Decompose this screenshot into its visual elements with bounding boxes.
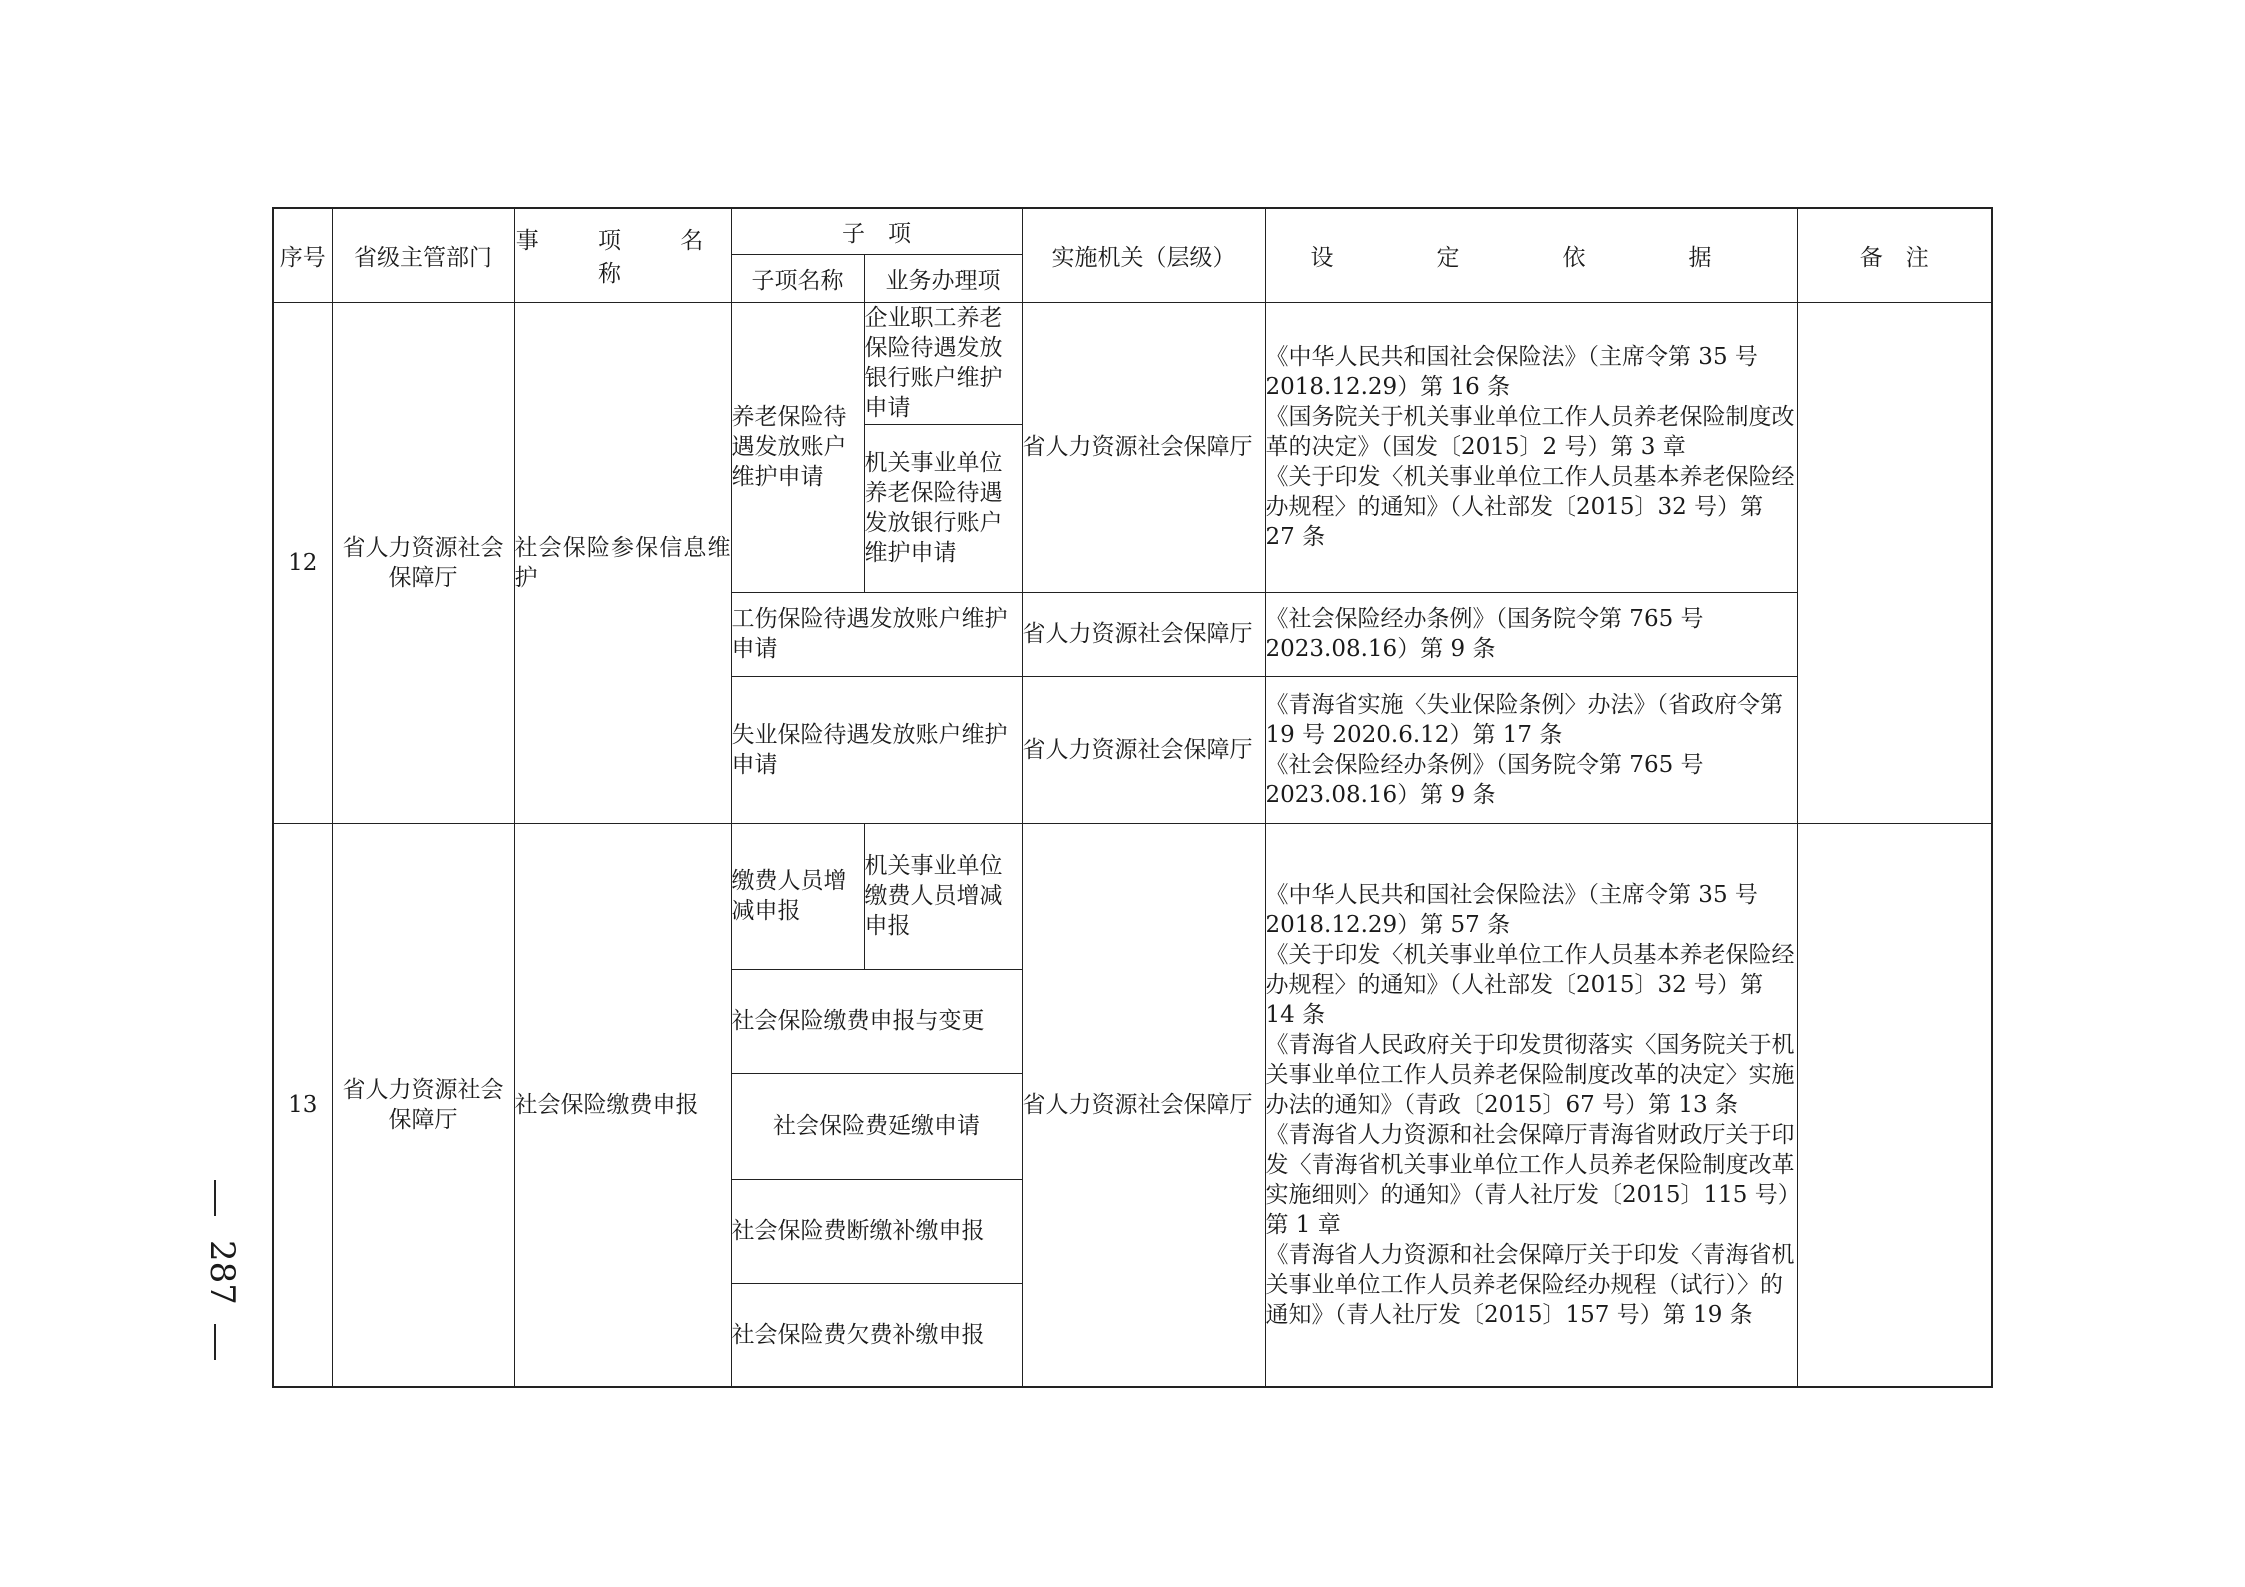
header-business-item: 业务办理项: [864, 254, 1022, 302]
basis-line: 《青海省人民政府关于印发贯彻落实〈国务院关于机关事业单位工作人员养老保险制度改革的决定〉实施办法的通知》（青政〔2015〕67 号）第 13 条: [1265, 1031, 1795, 1118]
header-row-1: [273, 208, 1992, 254]
basis-line: 《关于印发〈机关事业单位工作人员基本养老保险经办规程〉的通知》（人社部发〔2015〕32 号）第 27 条: [1265, 464, 1795, 550]
basis-line: 《青海省人力资源和社会保障厅青海省财政厅关于印发〈青海省机关事业单位工作人员养老保险制度改革实施细则〉的通知》（青人社厅发〔2015〕115 号）第 1 章: [1265, 1121, 1795, 1238]
row-12-sub1-biz2: 机关事业单位养老保险待遇发放银行账户维护申请: [864, 424, 1022, 592]
row-13-sub4-name: 社会保险费断缴补缴申报: [731, 1179, 1022, 1283]
row-13-sub3-name: 社会保险费延缴申请: [731, 1073, 1022, 1179]
row-12-sub1-agency: 省人力资源社会保障厅: [1022, 302, 1265, 592]
header-seq: 序号: [273, 208, 332, 302]
row-12-sub3-basis: [1265, 676, 1797, 823]
header-basis: 设 定 依 据: [1265, 208, 1797, 302]
basis-line: 《关于印发〈机关事业单位工作人员基本养老保险经办规程〉的通知》（人社部发〔2015〕32 号）第 14 条: [1265, 941, 1795, 1028]
header-item-name: 事 项 名 称: [514, 208, 731, 302]
page-number-text: 287: [202, 1240, 242, 1305]
row-13-seq: 13: [273, 823, 332, 1387]
basis-line: 《社会保险经办条例》（国务院令第 765 号 2023.08.16）第 9 条: [1265, 751, 1704, 808]
basis-line: 《中华人民共和国社会保险法》（主席令第 35 号 2018.12.29）第 16 条: [1265, 344, 1758, 400]
row-13-basis: [1265, 823, 1797, 1387]
basis-line: 《青海省实施〈失业保险条例〉办法》（省政府令第 19 号 2020.6.12）第 17 条: [1265, 691, 1783, 748]
matters-table: [272, 207, 1993, 1388]
page-number-dash-bottom: [214, 1324, 216, 1360]
basis-line: 《国务院关于机关事业单位工作人员养老保险制度改革的决定》（国发〔2015〕2 号）第 3 章: [1265, 404, 1795, 460]
row-12-seq: 12: [273, 302, 332, 823]
header-subitem-name: 子项名称: [731, 254, 864, 302]
row-12-item-name: 社会保险参保信息维护: [514, 302, 731, 823]
header-dept: 省级主管部门: [332, 208, 514, 302]
basis-line: 《青海省人力资源和社会保障厅关于印发〈青海省机关事业单位工作人员养老保险经办规程（试行）〉的通知》（青人社厅发〔2015〕157 号）第 19 条: [1265, 1241, 1795, 1328]
row-13-sub2-name: 社会保险缴费申报与变更: [731, 969, 1022, 1073]
row-12-sub1-basis: [1265, 302, 1797, 592]
row-12-sub2-basis: [1265, 592, 1797, 676]
header-agency: 实施机关（层级）: [1022, 208, 1265, 302]
table-row-12a: [273, 302, 1992, 424]
row-12-sub2-agency: 省人力资源社会保障厅: [1022, 592, 1265, 676]
header-subitem: 子 项: [731, 208, 1022, 254]
row-13-dept: 省人力资源社会保障厅: [332, 823, 514, 1387]
row-12-sub2-name: 工伤保险待遇发放账户维护申请: [731, 592, 1022, 676]
row-12-sub1-biz1: 企业职工养老保险待遇发放银行账户维护申请: [864, 302, 1022, 424]
table-row-13a: [273, 823, 1992, 969]
row-12-remarks: [1797, 302, 1992, 823]
basis-line: 《社会保险经办条例》（国务院令第 765 号 2023.08.16）第 9 条: [1265, 606, 1704, 662]
row-13-item-name: 社会保险缴费申报: [514, 823, 731, 1387]
basis-line: 《中华人民共和国社会保险法》（主席令第 35 号 2018.12.29）第 57 条: [1265, 881, 1758, 938]
page-number: [186, 1180, 246, 1360]
row-13-sub1-biz1: 机关事业单位缴费人员增减申报: [864, 823, 1022, 969]
row-12-sub3-agency: 省人力资源社会保障厅: [1022, 676, 1265, 823]
header-remarks: 备 注: [1797, 208, 1992, 302]
row-12-sub1-name: 养老保险待遇发放账户维护申请: [731, 302, 864, 592]
row-13-sub1-name: 缴费人员增减申报: [731, 823, 864, 969]
row-13-agency: 省人力资源社会保障厅: [1022, 823, 1265, 1387]
row-13-remarks: [1797, 823, 1992, 1387]
row-12-dept: 省人力资源社会保障厅: [332, 302, 514, 823]
row-12-sub3-name: 失业保险待遇发放账户维护申请: [731, 676, 1022, 823]
page-number-dash-top: [214, 1180, 216, 1216]
row-13-sub5-name: 社会保险费欠费补缴申报: [731, 1283, 1022, 1387]
